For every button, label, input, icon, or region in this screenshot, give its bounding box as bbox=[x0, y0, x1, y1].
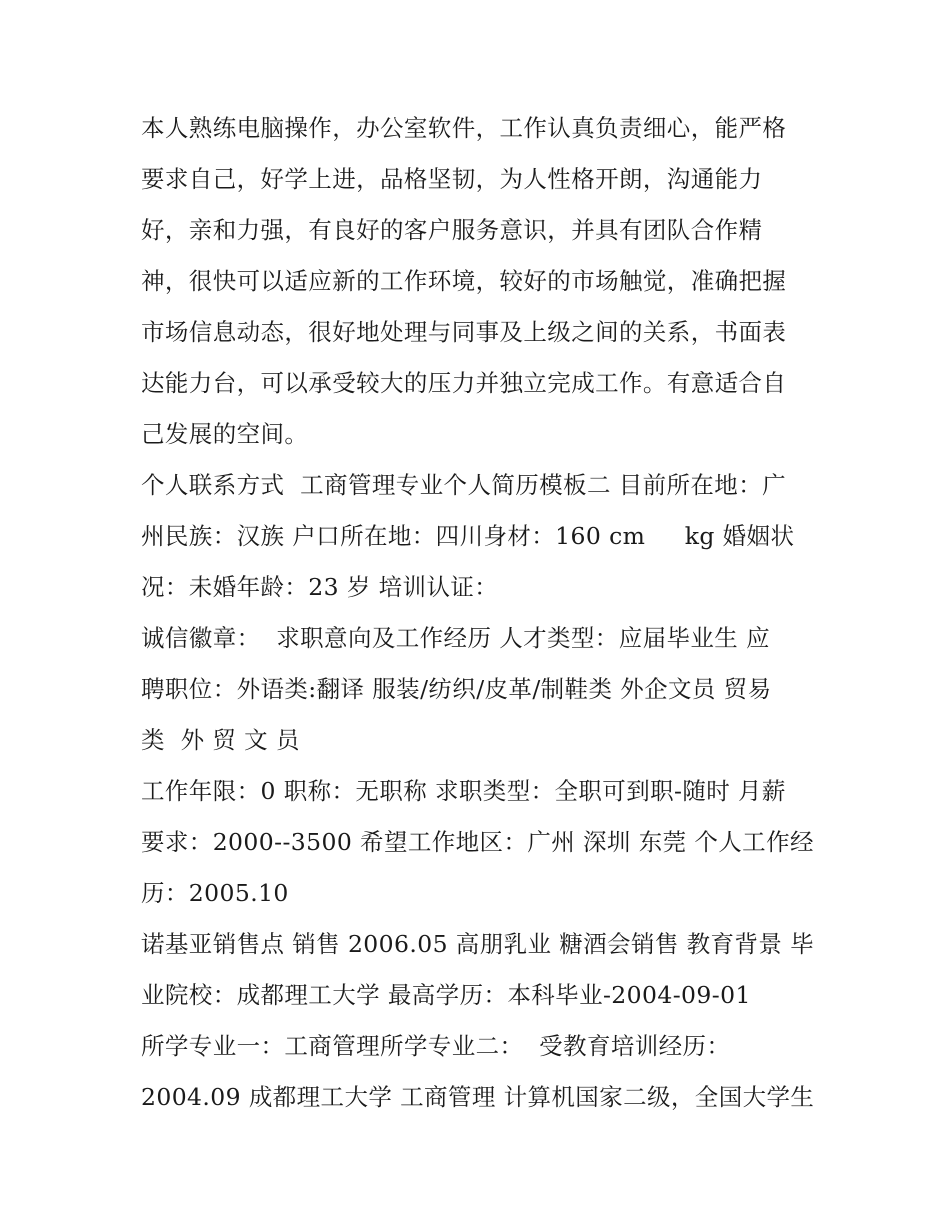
text-line: 神，很快可以适应新的工作环境，较好的市场触觉，准确把握 bbox=[141, 267, 787, 295]
text-line: 况：未婚年龄：23 岁 培训认证： bbox=[141, 573, 499, 601]
text-line: 要求自己，好学上进，品格坚韧，为人性格开朗，沟通能力 bbox=[141, 165, 763, 193]
text-line: 聘职位：外语类:翻译 服装/纺织/皮革/制鞋类 外企文员 贸易 bbox=[141, 675, 772, 703]
text-line: 诚信徽章： 求职意向及工作经历 人才类型：应届毕业生 应 bbox=[141, 624, 770, 652]
text-line: 所学专业一：工商管理所学专业二： 受教育培训经历： bbox=[141, 1032, 731, 1060]
text-line: 要求：2000--3500 希望工作地区：广州 深圳 东莞 个人工作经 bbox=[141, 828, 814, 856]
text-line: 达能力台，可以承受较大的压力并独立完成工作。有意适合自 bbox=[141, 369, 787, 397]
text-line: 2004.09 成都理工大学 工商管理 计算机国家二级，全国大学生 bbox=[141, 1083, 815, 1111]
text-line: 己发展的空间。 bbox=[141, 420, 309, 448]
text-line: 诺基亚销售点 销售 2006.05 高朋乳业 糖酒会销售 教育背景 毕 bbox=[141, 930, 814, 958]
text-line: 州民族：汉族 户口所在地：四川身材：160 cm kg 婚姻状 bbox=[141, 522, 795, 550]
resume-text-body bbox=[141, 103, 813, 1123]
text-line: 类 外 贸 文 员 bbox=[141, 726, 300, 754]
text-line: 好，亲和力强，有良好的客户服务意识，并具有团队合作精 bbox=[141, 216, 763, 244]
text-line: 工作年限：0 职称：无职称 求职类型：全职可到职-随时 月薪 bbox=[141, 777, 786, 805]
text-line: 市场信息动态，很好地处理与同事及上级之间的关系，书面表 bbox=[141, 318, 787, 346]
text-line: 本人熟练电脑操作，办公室软件，工作认真负责细心，能严格 bbox=[141, 114, 787, 142]
text-line: 历：2005.10 bbox=[141, 879, 289, 907]
text-line: 个人联系方式 工商管理专业个人简历模板二 目前所在地：广 bbox=[141, 471, 787, 499]
text-line: 业院校：成都理工大学 最高学历：本科毕业-2004-09-01 bbox=[141, 981, 751, 1009]
